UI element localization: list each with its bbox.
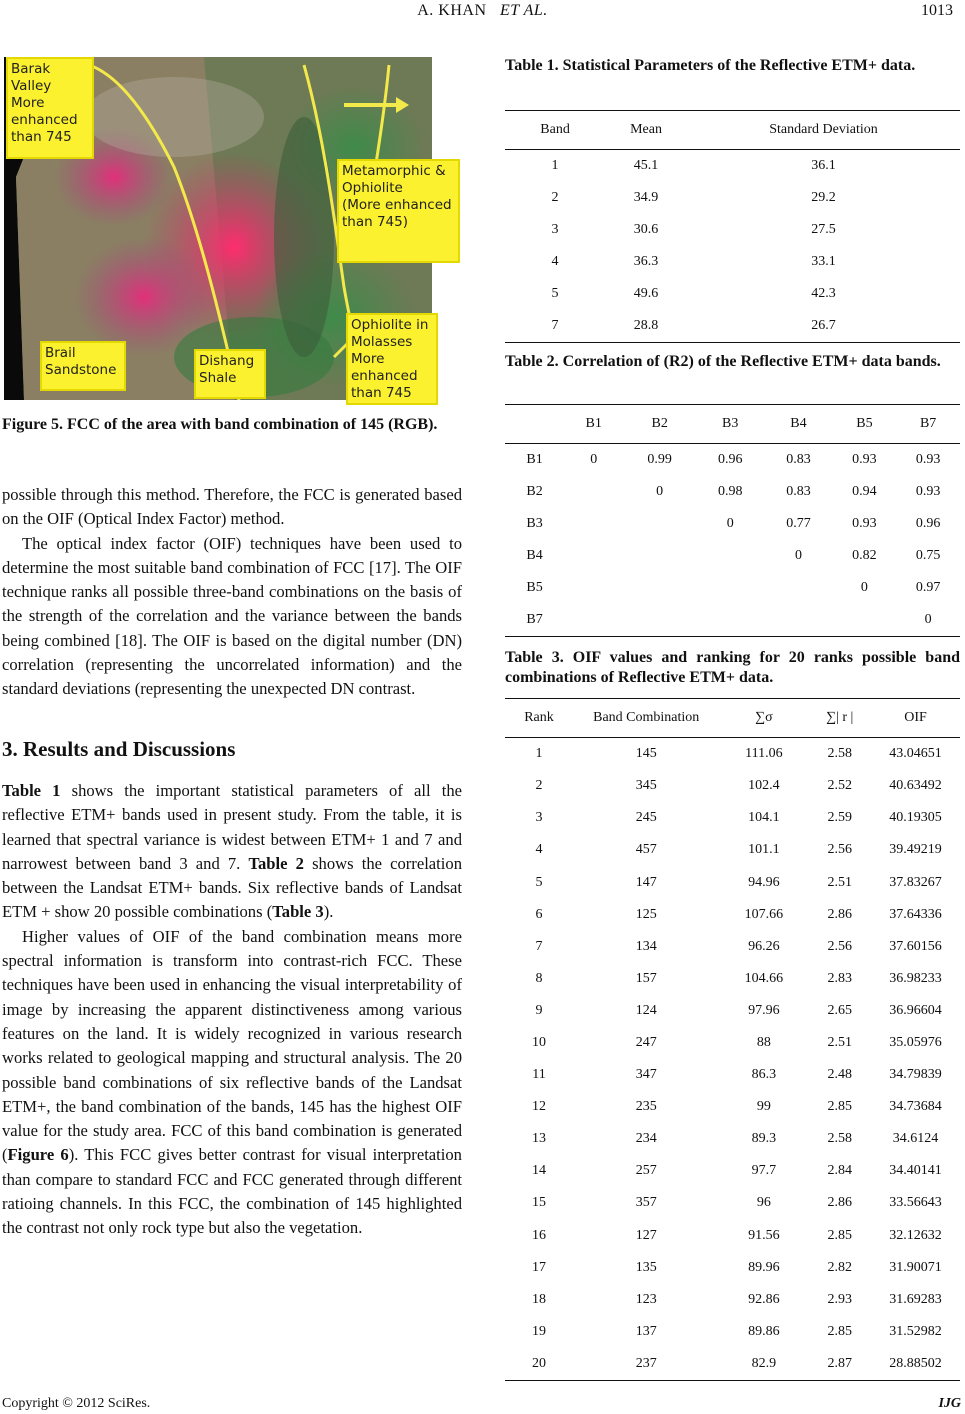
table-cell: 245 [635, 810, 657, 826]
table-row [505, 1123, 960, 1155]
table-row [505, 246, 960, 278]
table-cell: 2.59 [827, 810, 852, 826]
table-row [505, 802, 960, 834]
figure-caption: Figure 5. FCC of the area with band combination of 145 (RGB). [2, 416, 438, 433]
column-header: B3 [696, 405, 764, 444]
table-cell: 11 [532, 1067, 546, 1083]
table-cell: 107.66 [744, 906, 784, 922]
table-cell [623, 604, 696, 637]
column-header: Mean [605, 111, 687, 150]
table-cell: 45.1 [633, 158, 659, 173]
table-cell: 18 [531, 1291, 546, 1307]
table-cell: 127 [635, 1227, 657, 1243]
paragraph: Table 1 shows the important statistical parameters of all the reflective ETM+ bands used in present study. From the table, it is learned that spectral variance is widest between ETM+ 1 and 7 and narrowest between band 3 and 7. Table 2 shows the correlation between the Landsat ETM+ bands. Six reflective bands of Landsat ETM + show 20 possible combinations (Table 3). [2, 781, 462, 922]
table-cell: 99 [756, 1099, 771, 1115]
table-cell: 2.51 [827, 874, 852, 890]
table-cell: 137 [635, 1323, 657, 1339]
table-cell: 0.97 [915, 580, 941, 595]
column-header: B4 [764, 405, 832, 444]
table-cell: 4 [551, 254, 559, 269]
table-cell: 2.58 [827, 1131, 852, 1147]
table-cell: 2.85 [827, 1099, 852, 1115]
table-cell: 3 [535, 810, 543, 826]
copyright-text: Copyright © 2012 SciRes. [2, 1396, 151, 1411]
table-row [505, 278, 960, 310]
column-header: B1 [564, 405, 623, 444]
table-cell: 234 [635, 1131, 657, 1147]
table-row [505, 866, 960, 898]
table-cell [833, 604, 897, 637]
table-cell: 34.79839 [889, 1067, 942, 1083]
paragraph: Higher values of OIF of the band combination means more spectral information is transform into contrast-rich FCC. These techniques have been used in enhancing the visual interpretability of image by increasing the apparent distinctiveness among various features on the land. It is widely recognized in various research works related to geological mapping and structural analysis. The 20 possible band combinations of six reflective bands of the Landsat ETM+, the band combination of the bands, 145 has the highest OIF value for the study area. FCC of this band combination is generated (Figure 6). This FCC gives better contrast for visual interpretation than compare to standard FCC and FCC generated through different ratioing channels. In this FCC, the combination of 145 highlighted the contrast not only rock type but also the vegetation. [2, 926, 462, 1238]
table-row [505, 1316, 960, 1348]
table-cell: 42.3 [811, 286, 836, 301]
table-cell: 0 [590, 452, 598, 467]
table-cell: 15 [531, 1195, 546, 1211]
table-cell: 123 [635, 1291, 657, 1307]
column-header: B5 [833, 405, 897, 444]
table-cell: 8 [535, 970, 543, 986]
table-cell: 34.6124 [892, 1131, 939, 1147]
table-row [505, 738, 960, 771]
table-cell: 5 [551, 286, 559, 301]
table-cell: 2.86 [827, 906, 852, 922]
table-cell: 2.65 [827, 1002, 852, 1018]
table-cell: 30.6 [633, 222, 659, 237]
table-cell: 16 [531, 1227, 546, 1243]
figure-label-dishang: Dishang Shale [194, 349, 266, 399]
table-row [505, 604, 960, 637]
table-row [505, 995, 960, 1027]
table-row [505, 214, 960, 246]
table-cell: 0.94 [852, 484, 877, 499]
table-cell: 82.9 [719, 1348, 808, 1381]
table-header-row [505, 699, 960, 738]
table-cell: 37.60156 [889, 938, 942, 954]
table-cell: 2.82 [827, 1259, 852, 1275]
table-cell: 0.83 [786, 484, 811, 499]
table-cell: 125 [635, 906, 657, 922]
table-cell: 2.87 [808, 1348, 871, 1381]
table-cell: 0.98 [717, 484, 743, 499]
table-cell: 102.4 [748, 778, 780, 794]
table-cell: 2.83 [827, 970, 852, 986]
table-cell: 101.1 [748, 842, 780, 858]
table-row [505, 1091, 960, 1123]
table-cell: 31.52982 [889, 1323, 942, 1339]
page-number: 1013 [921, 2, 953, 19]
table-cell: B5 [526, 580, 543, 595]
table-cell: 0 [726, 516, 734, 531]
column-header: B2 [623, 405, 696, 444]
table-cell: 28.8 [605, 310, 687, 343]
paragraph: The optical index factor (OIF) techniques have been used to determine the most suitable band combination of FCC [17]. The OIF technique ranks all possible three-band combinations on the basis of the strength of the correlation and the variance between the bands being combined [18]. The OIF is based on the digital number (DN) correlation (representing the uncorrelated information) and the standard deviations (representing the unexpected DN contrast. [2, 533, 462, 699]
table-cell: 37.83267 [889, 874, 942, 890]
journal-abbrev: IJG [938, 1396, 961, 1411]
table-cell: 92.86 [748, 1291, 780, 1307]
table-cell: 135 [635, 1259, 657, 1275]
column-header: Band Combination [573, 699, 719, 738]
table-cell: 0.77 [786, 516, 811, 531]
table-cell: 91.56 [748, 1227, 780, 1243]
table-cell: 257 [635, 1163, 657, 1179]
table-cell: 6 [535, 906, 543, 922]
table-cell: 0.93 [852, 452, 877, 467]
table-cell: 12 [531, 1099, 546, 1115]
table-cell: 94.96 [748, 874, 780, 890]
table-cell [623, 540, 696, 572]
table-cell: 457 [635, 842, 657, 858]
table-cell: 36.3 [633, 254, 659, 269]
table-cell [623, 508, 696, 540]
table-cell: 2.51 [827, 1034, 852, 1050]
table-cell [764, 604, 832, 637]
table-cell: 2.86 [827, 1195, 852, 1211]
column-header: Standard Deviation [687, 111, 960, 150]
table-row [505, 1187, 960, 1219]
table-cell: 33.1 [811, 254, 836, 269]
table-cell: 36.1 [811, 158, 836, 173]
table-cell: 3 [551, 222, 559, 237]
table2-caption: Table 2. Correlation of (R2) of the Reflective ETM+ data bands. [505, 353, 941, 370]
figure-label-barak-valley: Barak Valley More enhanced than 745 [6, 57, 94, 159]
table-row [505, 834, 960, 866]
table-cell: 0 [656, 484, 664, 499]
table-cell: 0.75 [915, 548, 941, 563]
table-cell: 0.93 [915, 484, 941, 499]
table-cell: B4 [526, 548, 543, 563]
table-cell: 2.56 [827, 938, 852, 954]
table-cell: 36.96604 [889, 1002, 942, 1018]
table-cell: 0 [794, 548, 802, 563]
table-cell: B7 [505, 604, 564, 637]
results-text [2, 779, 462, 1241]
table-cell: 34.40141 [889, 1163, 942, 1179]
table-cell: 104.1 [748, 810, 780, 826]
table-cell: 0.82 [852, 548, 877, 563]
table-cell: 33.56643 [889, 1195, 942, 1211]
table-row [505, 572, 960, 604]
table-cell: 39.49219 [889, 842, 942, 858]
table-cell [696, 604, 764, 637]
table-cell: 347 [635, 1067, 657, 1083]
table-row [505, 1252, 960, 1284]
table-row [505, 770, 960, 802]
table-cell: 43.04651 [889, 746, 942, 762]
table-cell: 34.73684 [889, 1099, 942, 1115]
table-cell: 36.98233 [889, 970, 942, 986]
table-cell: 247 [635, 1034, 657, 1050]
table-cell: 10 [531, 1034, 546, 1050]
table-cell: 2.85 [827, 1227, 852, 1243]
table-header-row [505, 111, 960, 150]
table-cell: 89.86 [748, 1323, 780, 1339]
column-header: ∑| r | [808, 699, 871, 738]
table-cell: 0.96 [717, 452, 743, 467]
table-cell: 31.90071 [889, 1259, 942, 1275]
header-etal: ET AL. [500, 2, 548, 19]
table-row [505, 1027, 960, 1059]
header-author: A. KHAN [417, 2, 487, 19]
table-cell: 1 [551, 158, 559, 173]
table-cell: 345 [635, 778, 657, 794]
table-cell: 7 [505, 310, 605, 343]
table-row [505, 1220, 960, 1252]
table1-caption: Table 1. Statistical Parameters of the Reflective ETM+ data. [505, 57, 916, 74]
table-cell: 29.2 [811, 190, 836, 205]
table-row [505, 540, 960, 572]
table-row [505, 444, 960, 477]
table-cell: 0.96 [915, 516, 941, 531]
column-header: Band [505, 111, 605, 150]
table-cell: 49.6 [633, 286, 659, 301]
table-cell: 145 [635, 746, 657, 762]
table-cell: 5 [535, 874, 543, 890]
table-row [505, 963, 960, 995]
table-cell: 1 [535, 746, 543, 762]
table-cell: 14 [531, 1163, 546, 1179]
figure-label-metamorphic: Metamorphic & Ophiolite (More enhanced than 745) [337, 159, 460, 263]
table-cell [623, 572, 696, 604]
table-row [505, 899, 960, 931]
table-cell [564, 508, 623, 540]
table-cell: 111.06 [745, 746, 783, 762]
table-cell: 26.7 [687, 310, 960, 343]
table-cell [564, 476, 623, 508]
table-cell [564, 540, 623, 572]
figure-label-ophiolite: Ophiolite in Molasses More enhanced than 745 [346, 313, 438, 405]
column-header: B7 [896, 405, 960, 444]
column-header: OIF [871, 699, 960, 738]
table-cell: 7 [535, 938, 543, 954]
table-cell: 86.3 [751, 1067, 777, 1083]
table-row [505, 1284, 960, 1316]
table-cell: 32.12632 [889, 1227, 942, 1243]
table-cell: 97.7 [751, 1163, 777, 1179]
table-cell: 9 [535, 1002, 543, 1018]
table-cell: 2.85 [827, 1323, 852, 1339]
table-cell: 2.52 [827, 778, 852, 794]
table-cell: 2.56 [827, 842, 852, 858]
table-cell [564, 604, 623, 637]
table-cell: B3 [526, 516, 543, 531]
table-cell: 0.93 [852, 516, 877, 531]
table-cell: 96.26 [748, 938, 780, 954]
table-cell [564, 572, 623, 604]
column-header: ∑σ [719, 699, 808, 738]
table-cell: 235 [635, 1099, 657, 1115]
running-header [0, 2, 965, 20]
table-cell: 20 [505, 1348, 573, 1381]
table-cell: 147 [635, 874, 657, 890]
table-cell: 2.84 [827, 1163, 852, 1179]
table-cell: 0 [860, 580, 868, 595]
section-title: 3. Results and Discussions [2, 737, 236, 761]
column-header: Rank [505, 699, 573, 738]
table-cell: 89.3 [751, 1131, 777, 1147]
table-cell: 17 [531, 1259, 546, 1275]
table3-caption: Table 3. OIF values and ranking for 20 ranks possible band combinations of Reflective ETM+ data. [505, 649, 960, 686]
table-cell: 37.64336 [889, 906, 942, 922]
table-cell: 19 [531, 1323, 546, 1339]
left-intro-text [2, 483, 462, 702]
table-cell: 0.93 [915, 452, 941, 467]
table-cell: 0.83 [786, 452, 811, 467]
table-cell: 2.48 [827, 1067, 852, 1083]
table-row [505, 310, 960, 343]
table-cell: 2.58 [827, 746, 852, 762]
table-cell: 104.66 [744, 970, 784, 986]
table-cell: 40.63492 [889, 778, 942, 794]
table-cell: 237 [573, 1348, 719, 1381]
table-cell: 124 [635, 1002, 657, 1018]
table-row [505, 182, 960, 214]
table-cell: 34.9 [633, 190, 659, 205]
column-header [505, 405, 564, 444]
table-cell: 134 [635, 938, 657, 954]
table-cell [696, 572, 764, 604]
table-cell: 31.69283 [889, 1291, 942, 1307]
table-row [505, 931, 960, 963]
satellite-fcc-image [4, 57, 452, 401]
table-cell: 13 [531, 1131, 546, 1147]
table-cell: 27.5 [811, 222, 836, 237]
table-row [505, 1059, 960, 1091]
table1 [505, 110, 960, 343]
table-cell: 28.88502 [871, 1348, 960, 1381]
table-header-row [505, 405, 960, 444]
table-cell: 2.93 [827, 1291, 852, 1307]
table-cell: 89.96 [748, 1259, 780, 1275]
table-cell [764, 572, 832, 604]
table-row [505, 476, 960, 508]
table-cell: B2 [526, 484, 543, 499]
table-cell: 2 [535, 778, 543, 794]
table-cell: 88 [756, 1034, 771, 1050]
table-cell: 357 [635, 1195, 657, 1211]
table-cell: 4 [535, 842, 543, 858]
table-cell [696, 540, 764, 572]
table-cell: 97.96 [748, 1002, 780, 1018]
table-cell: 40.19305 [889, 810, 942, 826]
table-row [505, 508, 960, 540]
table-cell: 96 [756, 1195, 771, 1211]
table-cell: 2 [551, 190, 559, 205]
table2 [505, 404, 960, 637]
table-cell: 35.05976 [889, 1034, 942, 1050]
table-cell: 0.99 [647, 452, 672, 467]
table-cell: B1 [526, 452, 543, 467]
table-row [505, 1348, 960, 1381]
figure-label-brail: Brail Sandstone [40, 341, 126, 391]
table-cell: 157 [635, 970, 657, 986]
table-row [505, 1155, 960, 1187]
table-row [505, 150, 960, 183]
table3 [505, 698, 960, 1381]
paragraph: possible through this method. Therefore, the FCC is generated based on the OIF (Optical Index Factor) method. [2, 485, 462, 529]
table-cell: 0 [896, 604, 960, 637]
